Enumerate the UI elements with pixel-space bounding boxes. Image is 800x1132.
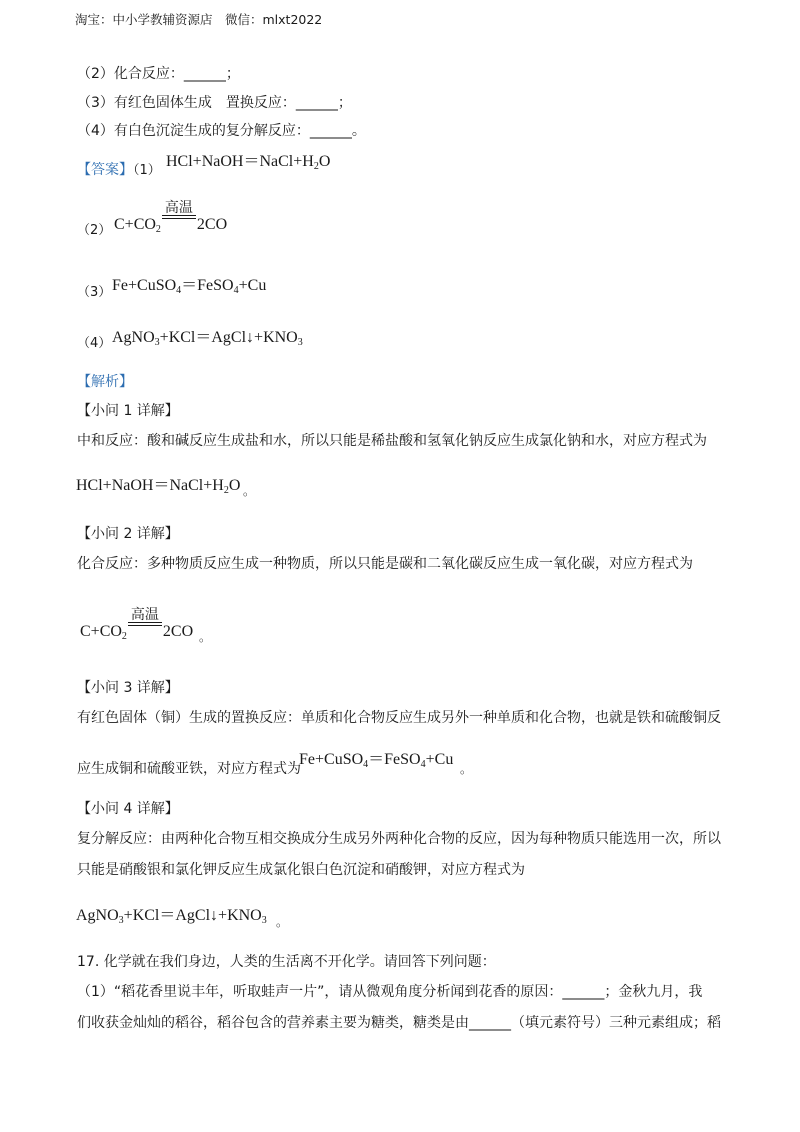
analysis-equation-3-subscript-1: 4	[363, 759, 369, 770]
equation-3-part-c: +Cu	[238, 277, 267, 294]
equation-2-part-a: C+CO	[114, 216, 156, 233]
question-4: （4）有白色沉淀生成的复分解反应：______。	[77, 123, 366, 139]
question-3: （3）有红色固体生成 置换反应：______；	[77, 95, 352, 111]
equation-3-subscript-1: 4	[176, 285, 182, 296]
analysis-equation-4-part-a: AgNO	[76, 907, 119, 924]
equation-2	[114, 200, 228, 235]
analysis-equation-1-part-a: HCl+NaOH＝NaCl+H	[76, 477, 224, 494]
question-17-line-2: 们收获金灿灿的稻谷，稻谷包含的营养素主要为糖类，糖类是由______（填元素符号）三种元素组成；稻	[77, 1015, 721, 1031]
period-mark: 。	[460, 762, 473, 776]
subquestion-2-text: 化合反应：多种物质反应生成一种物质，所以只能是碳和二氧化碳反应生成一氧化碳，对应方程式为	[77, 556, 693, 572]
equation-4-part-a: AgNO	[112, 329, 155, 346]
analysis-equation-1	[76, 472, 240, 496]
analysis-equation-1-subscript: 2	[223, 485, 229, 496]
analysis-equation-3	[299, 746, 453, 770]
analysis-equation-1-part-b: O	[228, 477, 241, 494]
period-mark: 。	[199, 630, 212, 644]
answer-tag: 【答案】	[77, 162, 133, 178]
subquestion-4-text-line-1: 复分解反应：由两种化合物互相交换成分生成另外两种化合物的反应，因为每种物质只能选用一次，所以	[77, 831, 721, 847]
equation-1-part-a: HCl+NaOH＝NaCl+H	[166, 153, 314, 170]
answer-number-2: （2）	[77, 223, 112, 238]
answer-number-3: （3）	[77, 285, 112, 300]
analysis-equation-4	[76, 902, 267, 926]
subquestion-1-text: 中和反应：酸和碱反应生成盐和水，所以只能是稀盐酸和氢氧化钠反应生成氯化钠和水，对应方程式为	[77, 433, 707, 449]
subquestion-4-text-line-2: 只能是硝酸银和氯化钾反应生成氯化银白色沉淀和硝酸钾，对应方程式为	[77, 862, 525, 878]
analysis-equation-4-part-b: +KCl＝AgCl↓+KNO	[123, 907, 262, 924]
analysis-double-line-sign	[128, 622, 162, 626]
analysis-equation-2	[80, 607, 194, 642]
subquestion-1-title: 【小问 1 详解】	[77, 403, 179, 419]
analysis-equation-3-subscript-2: 4	[420, 759, 426, 770]
subquestion-3-text-line-2: 应生成铜和硫酸亚铁，对应方程式为	[77, 761, 301, 777]
analysis-equation-3-part-a: Fe+CuSO	[299, 751, 364, 768]
analysis-reaction-condition	[128, 607, 162, 636]
subquestion-3-title: 【小问 3 详解】	[77, 680, 179, 696]
equation-1	[166, 148, 330, 172]
analysis-equation-3-part-c: +Cu	[425, 751, 454, 768]
equation-4-subscript-1: 3	[154, 337, 160, 348]
page-header: 淘宝：中小学教辅资源店 微信：mlxt2022	[75, 12, 323, 27]
equation-3-part-b: ＝FeSO	[181, 277, 234, 294]
equation-4-subscript-2: 3	[297, 337, 303, 348]
answer-number-4: （4）	[77, 336, 112, 351]
equation-1-part-b: O	[318, 153, 331, 170]
analysis-equation-2-part-a: C+CO	[80, 623, 122, 640]
analysis-equation-2-part-b: 2CO	[162, 623, 194, 640]
answer-number-1: （1）	[133, 163, 161, 178]
question-17-stem: 17. 化学就在我们身边，人类的生活离不开化学。请回答下列问题：	[77, 954, 496, 970]
equation-3-subscript-2: 4	[233, 285, 239, 296]
analysis-tag: 【解析】	[77, 374, 133, 390]
equation-3-part-a: Fe+CuSO	[112, 277, 177, 294]
condition-label: 高温	[164, 200, 193, 216]
analysis-equation-2-subscript: 2	[121, 631, 127, 642]
subquestion-3-text-line-1: 有红色固体（铜）生成的置换反应：单质和化合物反应生成另外一种单质和化合物，也就是铁和硫酸铜反	[77, 710, 721, 726]
analysis-equation-4-subscript-2: 3	[261, 915, 267, 926]
question-17-line-1: （1）“稻花香里说丰年，听取蛙声一片”，请从微观角度分析闻到花香的原因：______；金秋九月，我	[77, 984, 703, 1000]
reaction-condition	[162, 200, 196, 229]
analysis-condition-label: 高温	[130, 607, 159, 623]
analysis-equation-4-subscript-1: 3	[118, 915, 124, 926]
equation-2-subscript: 2	[155, 224, 161, 235]
analysis-equation-3-part-b: ＝FeSO	[368, 751, 421, 768]
equation-2-part-b: 2CO	[196, 216, 228, 233]
answer-row-1	[77, 160, 161, 181]
period-mark: 。	[276, 915, 289, 929]
equation-4	[112, 324, 303, 348]
equation-1-subscript: 2	[313, 161, 319, 172]
subquestion-2-title: 【小问 2 详解】	[77, 526, 179, 542]
equation-3	[112, 272, 266, 296]
period-mark: 。	[243, 484, 256, 498]
equation-4-part-b: +KCl＝AgCl↓+KNO	[159, 329, 298, 346]
subquestion-4-title: 【小问 4 详解】	[77, 801, 179, 817]
double-line-sign	[162, 215, 196, 219]
question-2: （2）化合反应：______；	[77, 66, 240, 82]
